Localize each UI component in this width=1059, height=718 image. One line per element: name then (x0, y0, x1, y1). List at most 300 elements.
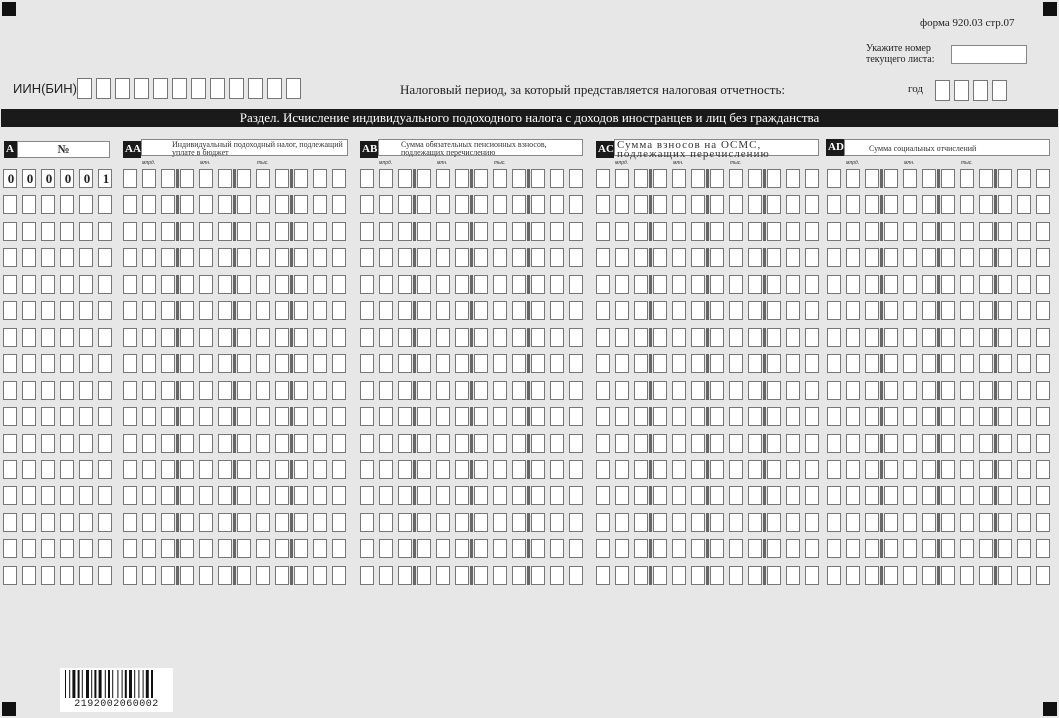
amount-cell-aa[interactable] (218, 460, 232, 479)
amount-cell-ab[interactable] (531, 301, 545, 320)
amount-cell-ab[interactable] (512, 195, 526, 214)
amount-cell-ad[interactable] (1017, 301, 1031, 320)
amount-cell-ad[interactable] (1017, 513, 1031, 532)
amount-cell-ad[interactable] (865, 275, 879, 294)
amount-cell-ab[interactable] (417, 354, 431, 373)
amount-cell-aa[interactable] (123, 222, 137, 241)
amount-cell-ab[interactable] (474, 407, 488, 426)
row-number-cell[interactable] (98, 169, 112, 188)
amount-cell-aa[interactable] (142, 381, 156, 400)
amount-cell-ac[interactable] (729, 301, 743, 320)
row-number-cell[interactable] (60, 169, 74, 188)
amount-cell-aa[interactable] (294, 381, 308, 400)
amount-cell-aa[interactable] (332, 275, 346, 294)
amount-cell-ad[interactable] (979, 222, 993, 241)
amount-cell-ac[interactable] (672, 539, 686, 558)
amount-cell-aa[interactable] (275, 354, 289, 373)
amount-cell-ab[interactable] (531, 566, 545, 585)
amount-cell-ac[interactable] (634, 407, 648, 426)
row-number-cell[interactable] (60, 460, 74, 479)
amount-cell-ac[interactable] (691, 460, 705, 479)
amount-cell-ab[interactable] (550, 486, 564, 505)
amount-cell-ac[interactable] (615, 354, 629, 373)
amount-cell-ab[interactable] (474, 381, 488, 400)
row-number-cell[interactable] (22, 328, 36, 347)
amount-cell-ad[interactable] (998, 486, 1012, 505)
amount-cell-ab[interactable] (455, 248, 469, 267)
row-number-cell[interactable] (22, 566, 36, 585)
amount-cell-ad[interactable] (922, 486, 936, 505)
amount-cell-aa[interactable] (237, 328, 251, 347)
amount-cell-ad[interactable] (941, 275, 955, 294)
amount-cell-ac[interactable] (805, 169, 819, 188)
amount-cell-aa[interactable] (275, 539, 289, 558)
amount-cell-ab[interactable] (531, 275, 545, 294)
amount-cell-ad[interactable] (998, 195, 1012, 214)
amount-cell-ad[interactable] (903, 248, 917, 267)
amount-cell-ac[interactable] (710, 539, 724, 558)
amount-cell-ad[interactable] (998, 275, 1012, 294)
amount-cell-aa[interactable] (199, 195, 213, 214)
amount-cell-ac[interactable] (710, 248, 724, 267)
amount-cell-ad[interactable] (865, 434, 879, 453)
row-number-cell[interactable] (79, 434, 93, 453)
amount-cell-aa[interactable] (123, 513, 137, 532)
amount-cell-aa[interactable] (256, 222, 270, 241)
amount-cell-aa[interactable] (142, 248, 156, 267)
amount-cell-ac[interactable] (805, 566, 819, 585)
amount-cell-aa[interactable] (332, 407, 346, 426)
amount-cell-aa[interactable] (218, 222, 232, 241)
row-number-cell[interactable] (98, 407, 112, 426)
amount-cell-ad[interactable] (960, 460, 974, 479)
amount-cell-ad[interactable] (865, 486, 879, 505)
amount-cell-ac[interactable] (634, 354, 648, 373)
amount-cell-ab[interactable] (455, 407, 469, 426)
amount-cell-ab[interactable] (493, 460, 507, 479)
amount-cell-ab[interactable] (455, 566, 469, 585)
amount-cell-ac[interactable] (634, 486, 648, 505)
amount-cell-ad[interactable] (884, 195, 898, 214)
amount-cell-ad[interactable] (979, 460, 993, 479)
amount-cell-aa[interactable] (199, 328, 213, 347)
amount-cell-ad[interactable] (846, 513, 860, 532)
row-number-cell[interactable] (41, 407, 55, 426)
amount-cell-ab[interactable] (398, 301, 412, 320)
amount-cell-ad[interactable] (998, 328, 1012, 347)
amount-cell-ac[interactable] (729, 328, 743, 347)
amount-cell-ac[interactable] (634, 195, 648, 214)
amount-cell-ad[interactable] (1036, 434, 1050, 453)
amount-cell-ad[interactable] (998, 169, 1012, 188)
amount-cell-ac[interactable] (748, 275, 762, 294)
amount-cell-ac[interactable] (615, 275, 629, 294)
amount-cell-ac[interactable] (691, 195, 705, 214)
amount-cell-ac[interactable] (691, 354, 705, 373)
amount-cell-aa[interactable] (313, 381, 327, 400)
amount-cell-ab[interactable] (360, 566, 374, 585)
iin-cell[interactable] (77, 78, 92, 99)
amount-cell-aa[interactable] (313, 222, 327, 241)
amount-cell-ac[interactable] (748, 460, 762, 479)
amount-cell-ac[interactable] (672, 460, 686, 479)
amount-cell-ac[interactable] (710, 328, 724, 347)
iin-cell[interactable] (267, 78, 282, 99)
amount-cell-aa[interactable] (123, 381, 137, 400)
amount-cell-aa[interactable] (256, 354, 270, 373)
amount-cell-aa[interactable] (199, 301, 213, 320)
row-number-cell[interactable] (3, 486, 17, 505)
amount-cell-aa[interactable] (256, 248, 270, 267)
amount-cell-ab[interactable] (398, 566, 412, 585)
amount-cell-ab[interactable] (569, 248, 583, 267)
amount-cell-ad[interactable] (1036, 566, 1050, 585)
amount-cell-ad[interactable] (941, 566, 955, 585)
amount-cell-ac[interactable] (767, 381, 781, 400)
amount-cell-ab[interactable] (436, 275, 450, 294)
amount-cell-ab[interactable] (417, 539, 431, 558)
amount-cell-ad[interactable] (1036, 513, 1050, 532)
amount-cell-ab[interactable] (360, 407, 374, 426)
amount-cell-aa[interactable] (161, 328, 175, 347)
amount-cell-ad[interactable] (922, 434, 936, 453)
amount-cell-ad[interactable] (979, 434, 993, 453)
row-number-cell[interactable] (60, 381, 74, 400)
amount-cell-aa[interactable] (256, 539, 270, 558)
amount-cell-ad[interactable] (903, 328, 917, 347)
year-cell[interactable] (992, 80, 1007, 101)
amount-cell-aa[interactable] (256, 169, 270, 188)
amount-cell-ab[interactable] (417, 513, 431, 532)
amount-cell-aa[interactable] (218, 354, 232, 373)
amount-cell-ab[interactable] (436, 566, 450, 585)
amount-cell-ad[interactable] (922, 301, 936, 320)
amount-cell-ac[interactable] (786, 486, 800, 505)
amount-cell-ab[interactable] (360, 381, 374, 400)
amount-cell-aa[interactable] (256, 328, 270, 347)
amount-cell-ac[interactable] (786, 460, 800, 479)
amount-cell-ad[interactable] (827, 248, 841, 267)
amount-cell-ac[interactable] (653, 248, 667, 267)
amount-cell-ab[interactable] (550, 195, 564, 214)
amount-cell-ac[interactable] (805, 513, 819, 532)
iin-cell[interactable] (115, 78, 130, 99)
amount-cell-aa[interactable] (294, 301, 308, 320)
amount-cell-aa[interactable] (142, 275, 156, 294)
amount-cell-ac[interactable] (615, 486, 629, 505)
amount-cell-ad[interactable] (1036, 328, 1050, 347)
iin-cell[interactable] (172, 78, 187, 99)
amount-cell-ab[interactable] (436, 248, 450, 267)
amount-cell-ac[interactable] (596, 328, 610, 347)
amount-cell-aa[interactable] (218, 169, 232, 188)
amount-cell-ac[interactable] (634, 328, 648, 347)
amount-cell-ab[interactable] (531, 195, 545, 214)
row-number-cell[interactable] (22, 169, 36, 188)
amount-cell-aa[interactable] (237, 381, 251, 400)
amount-cell-ab[interactable] (512, 486, 526, 505)
row-number-cell[interactable] (41, 354, 55, 373)
amount-cell-ad[interactable] (903, 486, 917, 505)
amount-cell-ad[interactable] (884, 486, 898, 505)
amount-cell-ab[interactable] (512, 407, 526, 426)
row-number-cell[interactable] (60, 566, 74, 585)
amount-cell-ad[interactable] (1017, 566, 1031, 585)
amount-cell-ab[interactable] (398, 407, 412, 426)
amount-cell-ad[interactable] (1036, 248, 1050, 267)
amount-cell-aa[interactable] (332, 169, 346, 188)
amount-cell-ad[interactable] (865, 248, 879, 267)
amount-cell-ab[interactable] (550, 566, 564, 585)
amount-cell-ad[interactable] (846, 354, 860, 373)
amount-cell-aa[interactable] (180, 275, 194, 294)
amount-cell-ab[interactable] (455, 301, 469, 320)
amount-cell-aa[interactable] (237, 539, 251, 558)
amount-cell-aa[interactable] (218, 381, 232, 400)
amount-cell-ad[interactable] (1017, 275, 1031, 294)
amount-cell-aa[interactable] (123, 434, 137, 453)
amount-cell-aa[interactable] (294, 566, 308, 585)
amount-cell-ac[interactable] (729, 222, 743, 241)
row-number-cell[interactable] (22, 460, 36, 479)
amount-cell-ab[interactable] (531, 328, 545, 347)
amount-cell-aa[interactable] (294, 275, 308, 294)
amount-cell-aa[interactable] (199, 169, 213, 188)
amount-cell-aa[interactable] (294, 195, 308, 214)
amount-cell-ac[interactable] (767, 513, 781, 532)
amount-cell-ad[interactable] (960, 434, 974, 453)
amount-cell-ab[interactable] (474, 301, 488, 320)
amount-cell-ad[interactable] (884, 566, 898, 585)
row-number-cell[interactable] (3, 434, 17, 453)
amount-cell-ad[interactable] (922, 169, 936, 188)
amount-cell-ac[interactable] (672, 275, 686, 294)
amount-cell-ab[interactable] (398, 460, 412, 479)
amount-cell-ab[interactable] (493, 301, 507, 320)
amount-cell-ac[interactable] (691, 301, 705, 320)
amount-cell-aa[interactable] (256, 460, 270, 479)
amount-cell-aa[interactable] (313, 434, 327, 453)
amount-cell-aa[interactable] (332, 328, 346, 347)
amount-cell-ad[interactable] (884, 513, 898, 532)
amount-cell-ad[interactable] (1017, 486, 1031, 505)
amount-cell-ac[interactable] (615, 195, 629, 214)
amount-cell-aa[interactable] (237, 407, 251, 426)
amount-cell-ad[interactable] (979, 195, 993, 214)
amount-cell-ac[interactable] (748, 222, 762, 241)
amount-cell-aa[interactable] (199, 354, 213, 373)
amount-cell-ad[interactable] (865, 328, 879, 347)
amount-cell-ab[interactable] (531, 434, 545, 453)
amount-cell-aa[interactable] (275, 486, 289, 505)
amount-cell-ab[interactable] (569, 566, 583, 585)
amount-cell-ab[interactable] (455, 169, 469, 188)
amount-cell-ab[interactable] (417, 486, 431, 505)
amount-cell-ac[interactable] (691, 407, 705, 426)
amount-cell-ad[interactable] (941, 460, 955, 479)
amount-cell-ad[interactable] (884, 539, 898, 558)
amount-cell-aa[interactable] (275, 566, 289, 585)
amount-cell-ac[interactable] (710, 195, 724, 214)
amount-cell-ac[interactable] (672, 222, 686, 241)
row-number-cell[interactable] (98, 460, 112, 479)
amount-cell-ab[interactable] (569, 513, 583, 532)
amount-cell-ab[interactable] (531, 460, 545, 479)
amount-cell-aa[interactable] (313, 195, 327, 214)
amount-cell-ab[interactable] (550, 460, 564, 479)
amount-cell-ac[interactable] (596, 486, 610, 505)
amount-cell-aa[interactable] (332, 301, 346, 320)
amount-cell-aa[interactable] (142, 460, 156, 479)
amount-cell-ac[interactable] (786, 566, 800, 585)
amount-cell-ab[interactable] (436, 222, 450, 241)
amount-cell-ad[interactable] (846, 460, 860, 479)
amount-cell-ab[interactable] (360, 248, 374, 267)
row-number-cell[interactable] (60, 275, 74, 294)
row-number-cell[interactable] (60, 328, 74, 347)
amount-cell-ad[interactable] (922, 460, 936, 479)
amount-cell-ac[interactable] (634, 566, 648, 585)
amount-cell-ad[interactable] (1017, 434, 1031, 453)
amount-cell-aa[interactable] (332, 381, 346, 400)
amount-cell-ac[interactable] (805, 434, 819, 453)
amount-cell-ab[interactable] (360, 222, 374, 241)
amount-cell-ad[interactable] (998, 222, 1012, 241)
amount-cell-ab[interactable] (379, 434, 393, 453)
amount-cell-ad[interactable] (827, 434, 841, 453)
amount-cell-ac[interactable] (691, 169, 705, 188)
amount-cell-ad[interactable] (1017, 381, 1031, 400)
amount-cell-ad[interactable] (846, 222, 860, 241)
amount-cell-aa[interactable] (123, 407, 137, 426)
amount-cell-ac[interactable] (615, 301, 629, 320)
row-number-cell[interactable] (22, 381, 36, 400)
amount-cell-ab[interactable] (455, 513, 469, 532)
amount-cell-ab[interactable] (531, 248, 545, 267)
amount-cell-ac[interactable] (786, 513, 800, 532)
amount-cell-ac[interactable] (805, 381, 819, 400)
amount-cell-aa[interactable] (294, 486, 308, 505)
amount-cell-ad[interactable] (998, 566, 1012, 585)
amount-cell-aa[interactable] (332, 539, 346, 558)
amount-cell-ac[interactable] (786, 248, 800, 267)
amount-cell-ab[interactable] (398, 195, 412, 214)
amount-cell-ab[interactable] (417, 248, 431, 267)
amount-cell-aa[interactable] (180, 169, 194, 188)
amount-cell-ab[interactable] (360, 169, 374, 188)
amount-cell-aa[interactable] (199, 434, 213, 453)
amount-cell-ad[interactable] (960, 301, 974, 320)
amount-cell-ad[interactable] (979, 275, 993, 294)
amount-cell-ab[interactable] (569, 169, 583, 188)
amount-cell-ab[interactable] (417, 301, 431, 320)
amount-cell-ad[interactable] (903, 195, 917, 214)
amount-cell-ac[interactable] (596, 460, 610, 479)
iin-cell[interactable] (134, 78, 149, 99)
amount-cell-aa[interactable] (313, 169, 327, 188)
amount-cell-ac[interactable] (634, 434, 648, 453)
amount-cell-ac[interactable] (767, 248, 781, 267)
amount-cell-ab[interactable] (531, 539, 545, 558)
amount-cell-ac[interactable] (653, 169, 667, 188)
row-number-cell[interactable] (41, 328, 55, 347)
amount-cell-ad[interactable] (884, 301, 898, 320)
amount-cell-ad[interactable] (960, 222, 974, 241)
amount-cell-ab[interactable] (512, 460, 526, 479)
amount-cell-aa[interactable] (256, 513, 270, 532)
amount-cell-ac[interactable] (691, 222, 705, 241)
amount-cell-ab[interactable] (379, 275, 393, 294)
amount-cell-ad[interactable] (865, 566, 879, 585)
amount-cell-ab[interactable] (512, 539, 526, 558)
iin-cell[interactable] (153, 78, 168, 99)
amount-cell-ab[interactable] (474, 248, 488, 267)
row-number-cell[interactable] (41, 460, 55, 479)
amount-cell-ad[interactable] (846, 381, 860, 400)
amount-cell-ab[interactable] (436, 434, 450, 453)
row-number-cell[interactable] (98, 513, 112, 532)
amount-cell-ac[interactable] (615, 169, 629, 188)
amount-cell-ad[interactable] (827, 275, 841, 294)
amount-cell-ac[interactable] (653, 301, 667, 320)
amount-cell-ab[interactable] (455, 328, 469, 347)
row-number-cell[interactable] (98, 275, 112, 294)
amount-cell-aa[interactable] (180, 328, 194, 347)
amount-cell-aa[interactable] (180, 434, 194, 453)
amount-cell-aa[interactable] (275, 195, 289, 214)
amount-cell-aa[interactable] (313, 460, 327, 479)
amount-cell-ad[interactable] (865, 539, 879, 558)
amount-cell-ab[interactable] (398, 169, 412, 188)
amount-cell-ac[interactable] (710, 460, 724, 479)
amount-cell-aa[interactable] (237, 460, 251, 479)
amount-cell-aa[interactable] (332, 248, 346, 267)
amount-cell-ab[interactable] (455, 539, 469, 558)
amount-cell-ad[interactable] (846, 486, 860, 505)
amount-cell-aa[interactable] (199, 222, 213, 241)
amount-cell-ab[interactable] (493, 195, 507, 214)
amount-cell-ab[interactable] (360, 354, 374, 373)
amount-cell-ab[interactable] (379, 460, 393, 479)
amount-cell-ab[interactable] (550, 328, 564, 347)
amount-cell-ad[interactable] (903, 407, 917, 426)
row-number-cell[interactable] (98, 222, 112, 241)
amount-cell-ab[interactable] (474, 195, 488, 214)
amount-cell-ad[interactable] (884, 328, 898, 347)
amount-cell-ad[interactable] (960, 328, 974, 347)
amount-cell-ab[interactable] (360, 275, 374, 294)
row-number-cell[interactable] (22, 195, 36, 214)
amount-cell-ab[interactable] (436, 354, 450, 373)
row-number-cell[interactable] (41, 222, 55, 241)
amount-cell-aa[interactable] (199, 275, 213, 294)
amount-cell-aa[interactable] (180, 381, 194, 400)
amount-cell-ac[interactable] (653, 354, 667, 373)
amount-cell-ac[interactable] (729, 434, 743, 453)
amount-cell-aa[interactable] (161, 460, 175, 479)
amount-cell-ad[interactable] (884, 169, 898, 188)
amount-cell-ab[interactable] (493, 354, 507, 373)
amount-cell-aa[interactable] (256, 275, 270, 294)
amount-cell-ab[interactable] (417, 566, 431, 585)
amount-cell-ac[interactable] (805, 460, 819, 479)
amount-cell-ab[interactable] (569, 328, 583, 347)
amount-cell-ab[interactable] (531, 486, 545, 505)
amount-cell-ab[interactable] (512, 354, 526, 373)
amount-cell-aa[interactable] (237, 275, 251, 294)
amount-cell-ac[interactable] (691, 248, 705, 267)
amount-cell-aa[interactable] (218, 328, 232, 347)
